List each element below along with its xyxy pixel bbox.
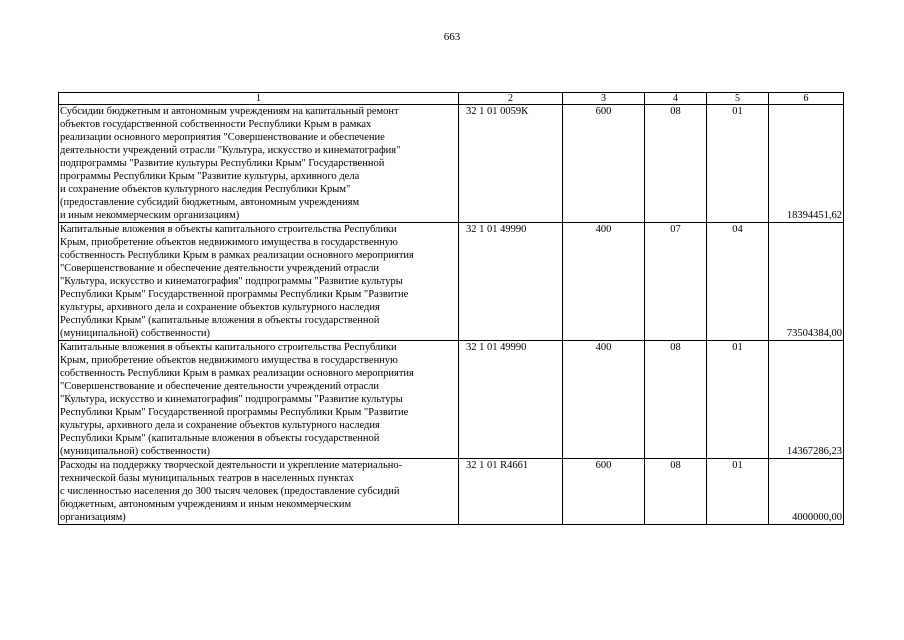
row-col3: 600 <box>563 459 645 525</box>
description-line: реализации основного мероприятия "Совершенствование и обеспечение <box>60 132 385 143</box>
description-line: (муниципальной) собственности) <box>60 328 211 339</box>
description-line: культуры, архивного дела и сохранение объектов культурного наследия <box>60 302 380 313</box>
row-amount: 18394451,62 <box>769 105 844 223</box>
description-line: Крым, приобретение объектов недвижимого имущества в государственную <box>60 237 398 248</box>
page-number: 663 <box>443 31 461 43</box>
description-line: Капитальные вложения в объекты капитального строительства Республики <box>60 342 397 353</box>
row-col3: 400 <box>563 223 645 341</box>
description-line: культуры, архивного дела и сохранение объектов культурного наследия <box>60 420 380 431</box>
description-line: Крым, приобретение объектов недвижимого имущества в государственную <box>60 355 398 366</box>
row-code: 32 1 01 0059К <box>459 105 563 223</box>
description-line: организациям) <box>60 512 126 523</box>
row-amount: 73504384,00 <box>769 223 844 341</box>
budget-table <box>58 92 844 525</box>
column-header: 4 <box>645 93 707 105</box>
row-code: 32 1 01 R4661 <box>459 459 563 525</box>
row-col4: 08 <box>645 105 707 223</box>
row-col5: 01 <box>707 341 769 459</box>
description-line: Республики Крым" Государственной программы Республики Крым "Развитие <box>60 289 409 300</box>
description-line: объектов государственной собственности Республики Крым в рамках <box>60 119 372 130</box>
description-line: Республики Крым" Государственной программы Республики Крым "Развитие <box>60 407 409 418</box>
column-header: 1 <box>59 93 459 105</box>
description-line: (муниципальной) собственности) <box>60 446 211 457</box>
row-code: 32 1 01 49990 <box>459 223 563 341</box>
table-header-row <box>59 93 844 105</box>
row-col4: 08 <box>645 459 707 525</box>
description-line: Республики Крым" (капитальные вложения в объекты государственной <box>60 315 380 326</box>
description-line: Расходы на поддержку творческой деятельности и укрепление материально- <box>60 460 403 471</box>
row-description <box>59 105 459 223</box>
description-line: подпрограммы "Развитие культуры Республики Крым" Государственной <box>60 158 385 169</box>
column-header: 6 <box>769 93 844 105</box>
row-col5: 01 <box>707 459 769 525</box>
description-line: "Культура, искусство и кинематография" подпрограммы "Развитие культуры <box>60 276 403 287</box>
description-line: и иным некоммерческим организациям) <box>60 210 240 221</box>
table-row <box>59 459 844 525</box>
description-line: с численностью населения до 300 тысяч человек (предоставление субсидий <box>60 486 400 497</box>
description-line: бюджетным, автономным учреждениям и иным некоммерческим <box>60 499 352 510</box>
description-line: Субсидии бюджетным и автономным учреждениям на капитальный ремонт <box>60 106 399 117</box>
row-amount: 14367286,23 <box>769 341 844 459</box>
table-row <box>59 105 844 223</box>
column-header: 2 <box>459 93 563 105</box>
row-col4: 07 <box>645 223 707 341</box>
row-description <box>59 341 459 459</box>
description-line: Капитальные вложения в объекты капитального строительства Республики <box>60 224 397 235</box>
description-line: собственность Республики Крым в рамках реализации основного мероприятия <box>60 250 414 261</box>
row-col3: 600 <box>563 105 645 223</box>
column-header: 3 <box>563 93 645 105</box>
row-code: 32 1 01 49990 <box>459 341 563 459</box>
description-line: деятельности учреждений отрасли "Культура, искусство и кинематография" <box>60 145 401 156</box>
row-description <box>59 459 459 525</box>
description-line: технической базы муниципальных театров в населенных пунктах <box>60 473 354 484</box>
row-col5: 04 <box>707 223 769 341</box>
description-line: собственность Республики Крым в рамках реализации основного мероприятия <box>60 368 414 379</box>
column-header: 5 <box>707 93 769 105</box>
description-line: "Совершенствование и обеспечение деятельности учреждений отрасли <box>60 381 380 392</box>
table-row <box>59 341 844 459</box>
row-col4: 08 <box>645 341 707 459</box>
row-amount: 4000000,00 <box>769 459 844 525</box>
description-line: и сохранение объектов культурного наследия Республики Крым" <box>60 184 351 195</box>
row-col3: 400 <box>563 341 645 459</box>
description-line: Республики Крым" (капитальные вложения в объекты государственной <box>60 433 380 444</box>
row-col5: 01 <box>707 105 769 223</box>
description-line: "Культура, искусство и кинематография" подпрограммы "Развитие культуры <box>60 394 403 405</box>
description-line: "Совершенствование и обеспечение деятельности учреждений отрасли <box>60 263 380 274</box>
row-description <box>59 223 459 341</box>
description-line: (предоставление субсидий бюджетным, автономным учреждениям <box>60 197 360 208</box>
table-row <box>59 223 844 341</box>
description-line: программы Республики Крым "Развитие культуры, архивного дела <box>60 171 360 182</box>
